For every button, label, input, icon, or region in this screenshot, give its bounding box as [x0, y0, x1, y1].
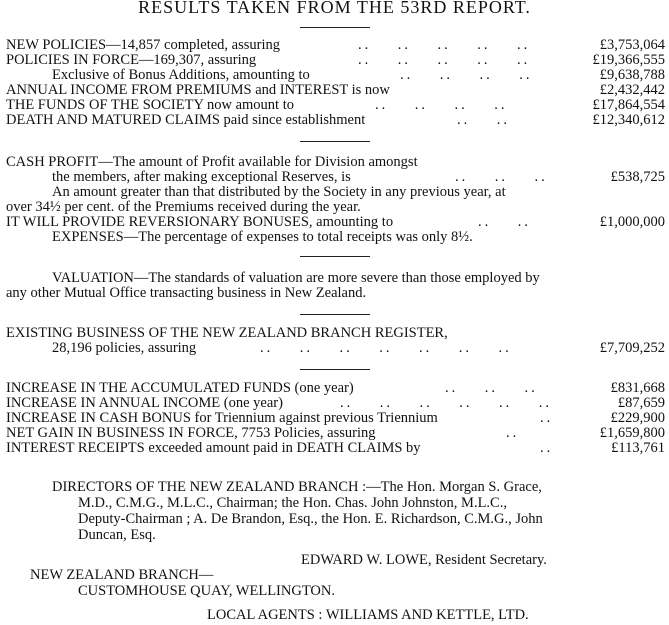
divider [300, 141, 370, 142]
interest-receipts-text: INTEREST RECEIPTS exceeded amount paid in DEATH CLAIMS by [6, 440, 421, 456]
annual-income-text: ANNUAL INCOME FROM PREMIUMS and INTEREST is now [6, 82, 390, 98]
branch-address: CUSTOMHOUSE QUAY, WELLINGTON. [78, 583, 335, 599]
expenses-text: EXPENSES—The percentage of expenses to total receipts was only 8½. [52, 229, 473, 245]
new-policies-amount: £3,753,064 [599, 37, 665, 53]
increase-funds-amount: £831,668 [610, 380, 665, 396]
leader-dots: .. .. .. .. .. .. .. [260, 340, 512, 356]
cash-profit-line1: CASH PROFIT—The amount of Profit available for Division amongst [6, 154, 418, 170]
directors-line1: DIRECTORS OF THE NEW ZEALAND BRANCH :—The Hon. Morgan S. Grace, [52, 479, 542, 495]
increase-cash-bonus-text: INCREASE IN CASH BONUS for Triennium against previous Triennium [6, 410, 438, 426]
increase-income-text: INCREASE IN ANNUAL INCOME (one year) [6, 395, 283, 411]
reversionary-bonuses-text: IT WILL PROVIDE REVERSIONARY BONUSES, amounting to [6, 214, 394, 230]
leader-dots: .. .. .. .. .. .. [340, 395, 552, 411]
existing-business-amount: £7,709,252 [599, 340, 665, 356]
policies-in-force-text: POLICIES IN FORCE—169,307, assuring [6, 52, 257, 68]
local-agents: LOCAL AGENTS : WILLIAMS AND KETTLE, LTD. [207, 607, 529, 623]
leader-dots: .. [506, 425, 520, 441]
directors-line4: Duncan, Esq. [78, 527, 156, 543]
leader-dots: .. .. .. .. [400, 67, 533, 83]
existing-business-line2: 28,196 policies, assuring [52, 340, 197, 356]
leader-dots: .. .. .. .. .. [358, 52, 531, 68]
leader-dots: .. .. .. [455, 169, 548, 185]
existing-business-line1: EXISTING BUSINESS OF THE NEW ZEALAND BRANCH REGISTER, [6, 325, 448, 341]
increase-funds-text: INCREASE IN THE ACCUMULATED FUNDS (one year) [6, 380, 354, 396]
directors-line3: Deputy-Chairman ; A. De Brandon, Esq., the Hon. E. Richardson, C.M.G., John [78, 511, 543, 527]
valuation-line2: any other Mutual Office transacting business in New Zealand. [6, 285, 367, 301]
interest-receipts-amount: £113,761 [611, 440, 665, 456]
leader-dots: .. .. [457, 112, 510, 128]
funds-text: THE FUNDS OF THE SOCIETY now amount to [6, 97, 294, 113]
leader-dots: .. [540, 440, 554, 456]
report-title: RESULTS TAKEN FROM THE 53RD REPORT. [138, 0, 531, 17]
death-claims-text: DEATH AND MATURED CLAIMS paid since establishment [6, 112, 366, 128]
funds-amount: £17,864,554 [592, 97, 665, 113]
cash-profit-amount: £538,725 [610, 169, 665, 185]
branch-heading: NEW ZEALAND BRANCH— [30, 567, 214, 583]
bonus-additions-amount: £9,638,788 [599, 67, 665, 83]
net-gain-amount: £1,659,800 [599, 425, 665, 441]
cash-profit-line2: the members, after making exceptional Reserves, is [52, 169, 351, 185]
death-claims-amount: £12,340,612 [592, 112, 665, 128]
annual-income-amount: £2,432,442 [599, 82, 665, 98]
increase-income-amount: £87,659 [617, 395, 665, 411]
increase-cash-bonus-amount: £229,900 [610, 410, 665, 426]
cash-profit-line3: An amount greater than that distributed by the Society in any previous year, at [52, 184, 506, 200]
leader-dots: .. .. [478, 214, 531, 230]
reversionary-bonuses-amount: £1,000,000 [599, 214, 665, 230]
divider [300, 27, 370, 28]
valuation-line1: VALUATION—The standards of valuation are more severe than those employed by [52, 270, 540, 286]
divider [300, 369, 370, 370]
bonus-additions-text: Exclusive of Bonus Additions, amounting to [52, 67, 310, 83]
divider [300, 314, 370, 315]
divider [300, 256, 370, 257]
new-policies-text: NEW POLICIES—14,857 completed, assuring [6, 37, 280, 53]
leader-dots: .. .. .. [445, 380, 538, 396]
leader-dots: .. .. .. .. .. [358, 37, 531, 53]
leader-dots: .. [540, 410, 554, 426]
directors-line2: M.D., C.M.G., M.L.C., Chairman; the Hon. Chas. John Johnston, M.L.C., [78, 495, 507, 511]
resident-secretary: EDWARD W. LOWE, Resident Secretary. [301, 552, 547, 568]
leader-dots: .. .. .. .. [375, 97, 508, 113]
net-gain-text: NET GAIN IN BUSINESS IN FORCE, 7753 Policies, assuring [6, 425, 376, 441]
policies-in-force-amount: £19,366,555 [592, 52, 665, 68]
cash-profit-line4: over 34½ per cent. of the Premiums received during the year. [6, 199, 361, 215]
